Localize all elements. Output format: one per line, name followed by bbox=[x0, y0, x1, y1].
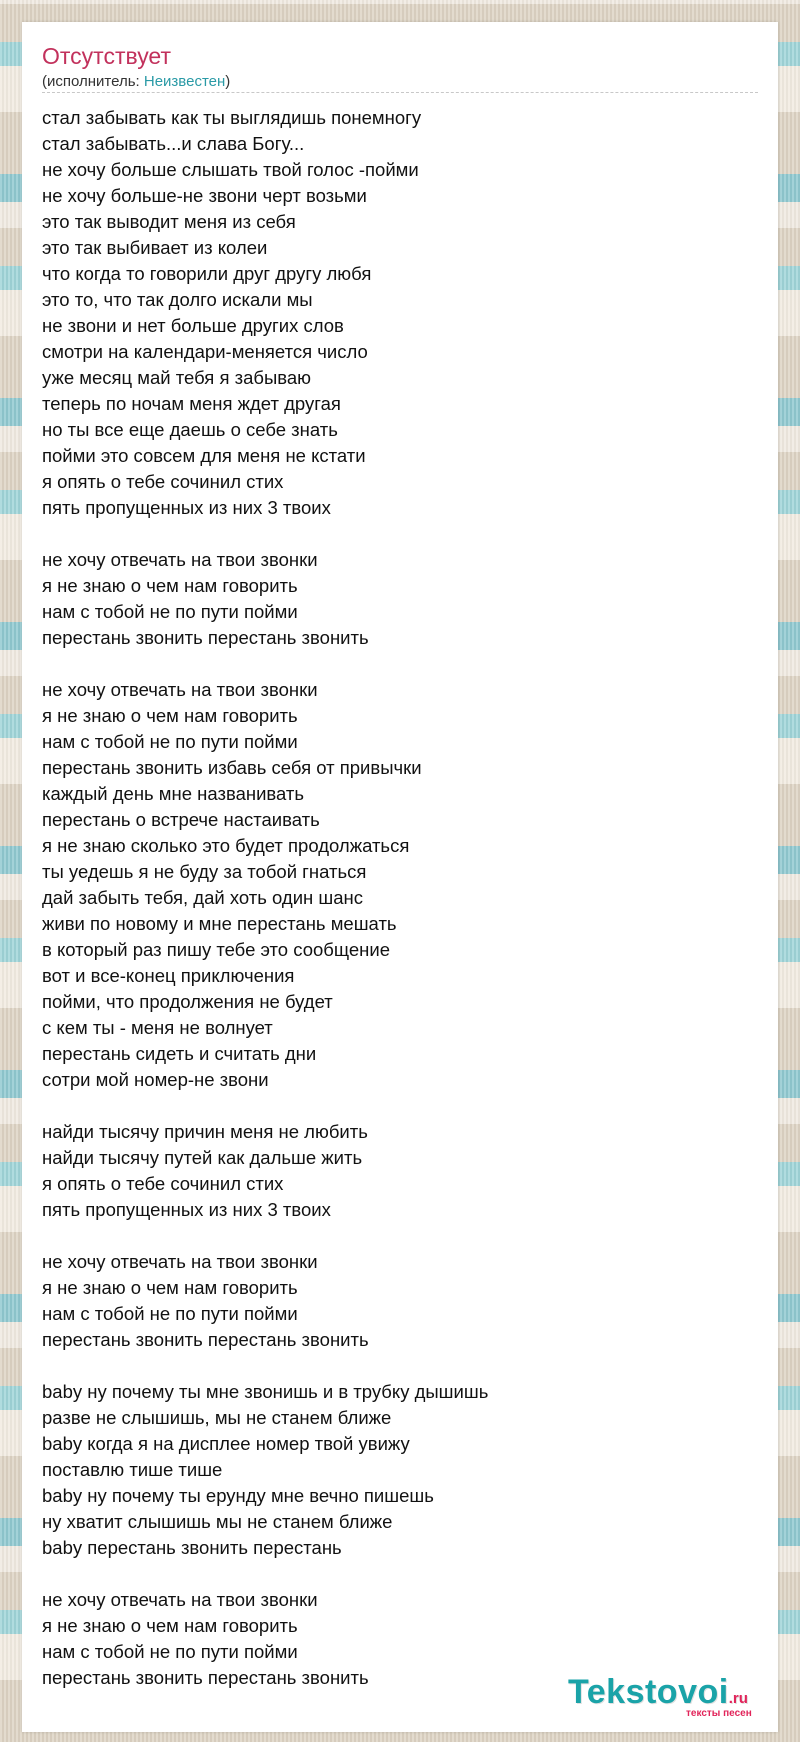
lyrics-line: перестань звонить перестань звонить bbox=[42, 1667, 369, 1688]
artist-prefix: (исполнитель: bbox=[42, 73, 144, 90]
lyrics-line: с кем ты - меня не волнует bbox=[42, 1017, 273, 1038]
lyrics-line: не хочу отвечать на твои звонки bbox=[42, 1251, 318, 1272]
lyrics-line: я опять о тебе сочинил стих bbox=[42, 1173, 284, 1194]
lyrics-line: перестань звонить перестань звонить bbox=[42, 1329, 369, 1350]
lyrics-line: не звони и нет больше других слов bbox=[42, 315, 344, 336]
lyrics-line: в который раз пишу тебе это сообщение bbox=[42, 939, 391, 960]
lyrics-line: уже месяц май тебя я забываю bbox=[42, 367, 312, 388]
lyrics-line: пять пропущенных из них 3 твоих bbox=[42, 1199, 331, 1220]
lyrics-line: пойми, что продолжения не будет bbox=[42, 991, 333, 1012]
logo-main-text: Tekstovoi bbox=[568, 1673, 729, 1711]
lyrics-line: не хочу отвечать на твои звонки bbox=[42, 1589, 318, 1610]
lyrics-line: стал забывать как ты выглядишь понемногу bbox=[42, 107, 422, 128]
lyrics-line: я не знаю о чем нам говорить bbox=[42, 1277, 298, 1298]
lyrics-line: ты уедешь я не буду за тобой гнаться bbox=[42, 861, 367, 882]
lyrics-line: это то, что так долго искали мы bbox=[42, 289, 313, 310]
lyrics-line: теперь по ночам меня ждет другая bbox=[42, 393, 341, 414]
lyrics-stanza-break bbox=[42, 651, 742, 677]
lyrics-line: это так выводит меня из себя bbox=[42, 211, 296, 232]
lyrics-line: нам с тобой не по пути пойми bbox=[42, 601, 298, 622]
lyrics-stanza-break bbox=[42, 1561, 742, 1587]
lyrics-stanza-break bbox=[42, 1353, 742, 1379]
lyrics-line: пойми это совсем для меня не кстати bbox=[42, 445, 366, 466]
logo-tld: .ru bbox=[728, 1690, 748, 1707]
lyrics-body bbox=[42, 105, 742, 1691]
lyrics-line: baby ну почему ты мне звонишь и в трубку дышишь bbox=[42, 1381, 489, 1402]
lyrics-line: baby ну почему ты ерунду мне вечно пишешь bbox=[42, 1485, 434, 1506]
artist-suffix: ) bbox=[225, 73, 231, 90]
lyrics-line: вот и все-конец приключения bbox=[42, 965, 295, 986]
lyrics-line: нам с тобой не по пути пойми bbox=[42, 1303, 298, 1324]
lyrics-line: сотри мой номер-не звони bbox=[42, 1069, 269, 1090]
lyrics-line: смотри на календари-меняется число bbox=[42, 341, 368, 362]
lyrics-line: найди тысячу причин меня не любить bbox=[42, 1121, 368, 1142]
lyrics-line: не хочу отвечать на твои звонки bbox=[42, 549, 318, 570]
lyrics-stanza-break bbox=[42, 521, 742, 547]
lyrics-line: дай забыть тебя, дай хоть один шанс bbox=[42, 887, 364, 908]
lyrics-line: поставлю тише тише bbox=[42, 1459, 223, 1480]
site-logo[interactable] bbox=[568, 1672, 768, 1722]
lyrics-line: что когда то говорили друг другу любя bbox=[42, 263, 372, 284]
lyrics-line: разве не слышишь, мы не станем ближе bbox=[42, 1407, 392, 1428]
lyrics-line: я не знаю о чем нам говорить bbox=[42, 705, 298, 726]
logo-subtitle: тексты песен bbox=[686, 1708, 752, 1719]
lyrics-line: стал забывать...и слава Богу... bbox=[42, 133, 305, 154]
lyrics-line: я не знаю о чем нам говорить bbox=[42, 1615, 298, 1636]
lyrics-line: нам с тобой не по пути пойми bbox=[42, 1641, 298, 1662]
lyrics-line: ну хватит слышишь мы не станем ближе bbox=[42, 1511, 393, 1532]
lyrics-line: я опять о тебе сочинил стих bbox=[42, 471, 284, 492]
header-divider bbox=[42, 92, 758, 93]
lyrics-line: перестань о встрече настаивать bbox=[42, 809, 320, 830]
song-title: Отсутствует bbox=[42, 43, 171, 69]
lyrics-line: нам с тобой не по пути пойми bbox=[42, 731, 298, 752]
lyrics-line: найди тысячу путей как дальше жить bbox=[42, 1147, 363, 1168]
lyrics-line: перестань звонить избавь себя от привычки bbox=[42, 757, 422, 778]
lyrics-line: это так выбивает из колеи bbox=[42, 237, 268, 258]
lyrics-line: я не знаю сколько это будет продолжаться bbox=[42, 835, 410, 856]
lyrics-line: перестань сидеть и считать дни bbox=[42, 1043, 317, 1064]
lyrics-line: не хочу больше-не звони черт возьми bbox=[42, 185, 367, 206]
artist-line bbox=[42, 72, 230, 92]
lyrics-line: не хочу отвечать на твои звонки bbox=[42, 679, 318, 700]
lyrics-line: каждый день мне названивать bbox=[42, 783, 305, 804]
lyrics-stanza-break bbox=[42, 1093, 742, 1119]
lyrics-line: живи по новому и мне перестань мешать bbox=[42, 913, 397, 934]
lyrics-line: baby перестань звонить перестань bbox=[42, 1537, 342, 1558]
lyrics-line: перестань звонить перестань звонить bbox=[42, 627, 369, 648]
lyrics-line: пять пропущенных из них 3 твоих bbox=[42, 497, 331, 518]
lyrics-stanza-break bbox=[42, 1223, 742, 1249]
lyrics-line: я не знаю о чем нам говорить bbox=[42, 575, 298, 596]
lyrics-line: baby когда я на дисплее номер твой увижу bbox=[42, 1433, 410, 1454]
lyrics-line: но ты все еще даешь о себе знать bbox=[42, 419, 338, 440]
lyrics-line: не хочу больше слышать твой голос -пойми bbox=[42, 159, 419, 180]
artist-link[interactable]: Неизвестен bbox=[143, 73, 226, 90]
